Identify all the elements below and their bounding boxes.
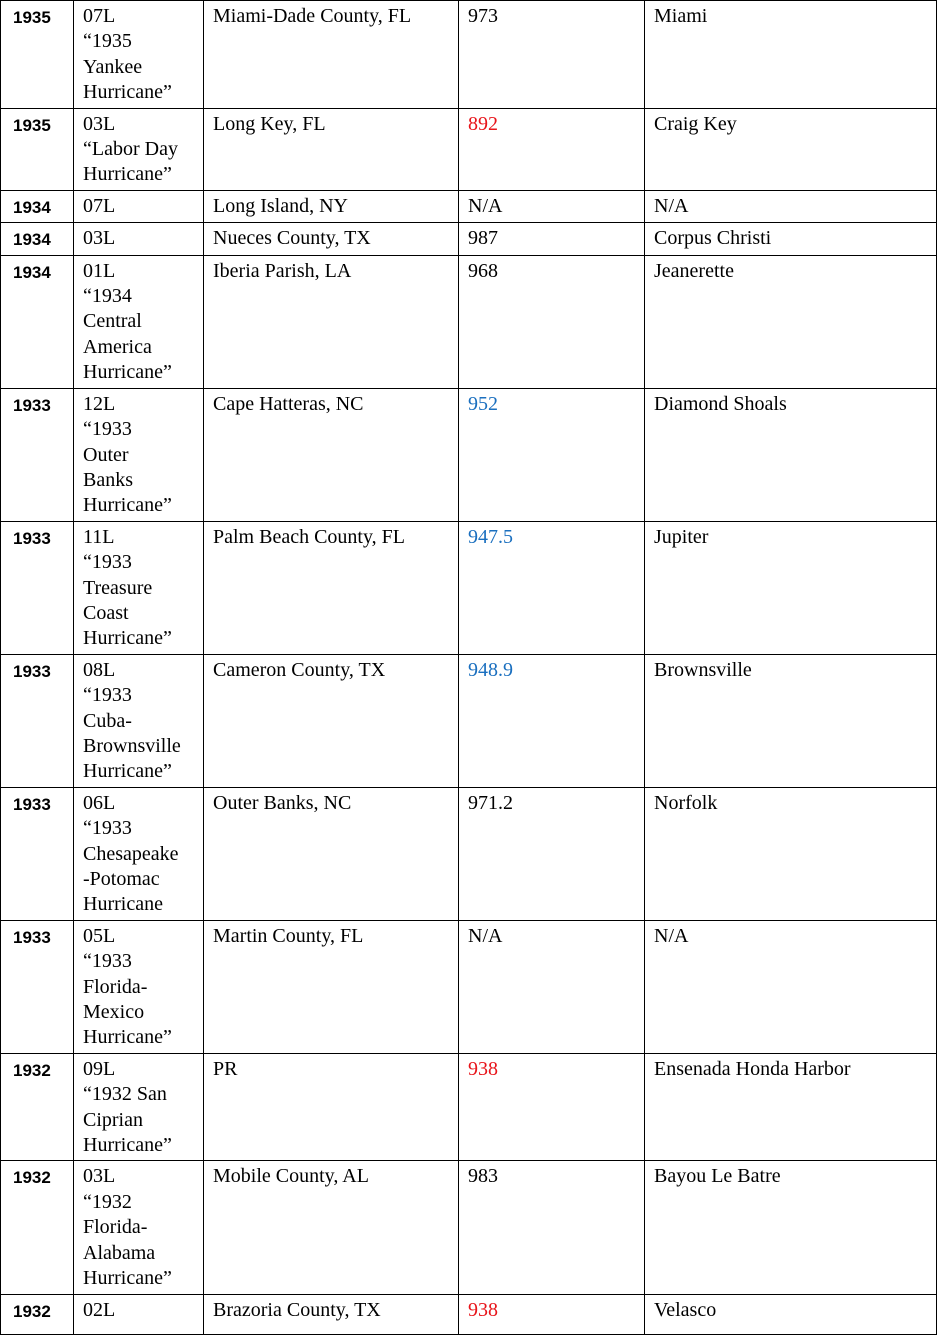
station-cell: Corpus Christi — [645, 223, 937, 255]
storm-line: Coast — [83, 601, 129, 624]
pressure-cell: 983 — [459, 1161, 645, 1294]
storm-line: 07L — [83, 5, 116, 27]
storm-line: Chesapeake — [83, 842, 179, 865]
station-cell: Jeanerette — [645, 255, 937, 388]
storm-line: Hurricane” — [83, 163, 172, 186]
storm-line: 01L — [83, 259, 116, 282]
station-cell: N/A — [645, 190, 937, 222]
storm-line: “1932 — [83, 1190, 132, 1213]
location-cell: Miami-Dade County, FL — [204, 1, 459, 109]
year-cell: 1933 — [1, 920, 74, 1053]
year-cell: 1933 — [1, 654, 74, 787]
table-row — [1, 521, 937, 654]
storm-line: 05L — [83, 924, 116, 947]
table-row — [1, 787, 937, 920]
pressure-cell: N/A — [459, 190, 645, 222]
location-cell: Nueces County, TX — [204, 223, 459, 255]
year-cell: 1933 — [1, 388, 74, 521]
table-row — [1, 255, 937, 388]
storm-line: America — [83, 335, 152, 358]
storm-line: 11L — [83, 525, 115, 548]
storm-line: Hurricane” — [83, 1267, 172, 1290]
storm-line: “1935 — [83, 30, 132, 53]
storm-cell — [74, 223, 204, 255]
storm-line: 07L — [83, 194, 116, 217]
storm-cell — [74, 190, 204, 222]
storm-line: Hurricane” — [83, 760, 172, 783]
year-cell: 1932 — [1, 1161, 74, 1294]
storm-line: Hurricane” — [83, 494, 172, 517]
storm-line: 06L — [83, 791, 116, 814]
storm-cell — [74, 1053, 204, 1161]
table-row — [1, 654, 937, 787]
storm-line: 08L — [83, 658, 116, 681]
table-body — [1, 1, 937, 1335]
pressure-cell: 938 — [459, 1053, 645, 1161]
pressure-cell: 947.5 — [459, 521, 645, 654]
year-cell: 1934 — [1, 255, 74, 388]
storm-line: 03L — [83, 227, 116, 250]
year-cell: 1933 — [1, 787, 74, 920]
pressure-cell: 987 — [459, 223, 645, 255]
storm-cell — [74, 654, 204, 787]
pressure-cell: 948.9 — [459, 654, 645, 787]
year-cell: 1935 — [1, 1, 74, 109]
storm-line: Central — [83, 310, 142, 333]
pressure-cell: 952 — [459, 388, 645, 521]
storm-line: Hurricane” — [83, 81, 172, 104]
storm-line: Yankee — [83, 55, 143, 78]
storm-line: “1934 — [83, 285, 132, 308]
location-cell: Martin County, FL — [204, 920, 459, 1053]
year-cell: 1934 — [1, 190, 74, 222]
station-cell: Miami — [645, 1, 937, 109]
pressure-cell: 968 — [459, 255, 645, 388]
table-row — [1, 108, 937, 190]
table-row — [1, 1053, 937, 1161]
storm-line: 03L — [83, 1165, 116, 1188]
storm-line: Mexico — [83, 1001, 145, 1024]
location-cell: Palm Beach County, FL — [204, 521, 459, 654]
pressure-cell: 938 — [459, 1294, 645, 1334]
storm-line: -Potomac — [83, 868, 160, 890]
storm-line: Florida- — [83, 1216, 148, 1239]
storm-line: “1933 — [83, 950, 132, 973]
station-cell: N/A — [645, 920, 937, 1053]
year-cell: 1934 — [1, 223, 74, 255]
storm-line: “1933 — [83, 551, 132, 574]
storm-cell — [74, 108, 204, 190]
storm-line: Outer — [83, 443, 129, 466]
location-cell: PR — [204, 1053, 459, 1161]
storm-line: Hurricane” — [83, 361, 172, 384]
pressure-cell: 892 — [459, 108, 645, 190]
table-row — [1, 388, 937, 521]
storm-line: Brownsville — [83, 734, 181, 757]
storm-line: Florida- — [83, 975, 148, 998]
year-cell: 1932 — [1, 1294, 74, 1334]
storm-line: Hurricane” — [83, 1026, 172, 1049]
location-cell: Iberia Parish, LA — [204, 255, 459, 388]
storm-cell — [74, 1, 204, 109]
storm-line: “Labor Day — [83, 138, 178, 161]
table-row — [1, 1161, 937, 1294]
table-row — [1, 190, 937, 222]
location-cell: Brazoria County, TX — [204, 1294, 459, 1334]
location-cell: Cape Hatteras, NC — [204, 388, 459, 521]
station-cell: Brownsville — [645, 654, 937, 787]
pressure-cell: 971.2 — [459, 787, 645, 920]
station-cell: Ensenada Honda Harbor — [645, 1053, 937, 1161]
year-cell: 1935 — [1, 108, 74, 190]
storm-line: “1933 — [83, 684, 132, 707]
storm-cell — [74, 787, 204, 920]
storm-line: Hurricane — [83, 893, 163, 916]
location-cell: Cameron County, TX — [204, 654, 459, 787]
storm-cell — [74, 920, 204, 1053]
storm-cell — [74, 1294, 204, 1334]
storm-line: 02L — [83, 1298, 116, 1321]
storm-line: Ciprian — [83, 1108, 143, 1131]
storm-cell — [74, 1161, 204, 1294]
storm-line: Cuba- — [83, 709, 132, 732]
location-cell: Mobile County, AL — [204, 1161, 459, 1294]
storm-line: Treasure — [83, 576, 153, 599]
pressure-cell: 973 — [459, 1, 645, 109]
station-cell: Velasco — [645, 1294, 937, 1334]
pressure-cell: N/A — [459, 920, 645, 1053]
storm-cell — [74, 521, 204, 654]
station-cell: Jupiter — [645, 521, 937, 654]
storm-cell — [74, 388, 204, 521]
storm-line: 09L — [83, 1057, 116, 1080]
storm-line: “1932 San — [83, 1083, 167, 1106]
station-cell: Diamond Shoals — [645, 388, 937, 521]
storm-line: 03L — [83, 112, 116, 135]
storm-line: 12L — [83, 392, 116, 415]
location-cell: Outer Banks, NC — [204, 787, 459, 920]
table-row — [1, 1294, 937, 1334]
station-cell: Craig Key — [645, 108, 937, 190]
year-cell: 1932 — [1, 1053, 74, 1161]
table-row — [1, 1, 937, 109]
station-cell: Bayou Le Batre — [645, 1161, 937, 1294]
storm-line: Hurricane” — [83, 627, 172, 650]
storm-line: Alabama — [83, 1241, 156, 1264]
storm-line: “1933 — [83, 817, 132, 840]
location-cell: Long Island, NY — [204, 190, 459, 222]
storm-line: “1933 — [83, 418, 132, 441]
table-row — [1, 920, 937, 1053]
storm-cell — [74, 255, 204, 388]
table-row — [1, 223, 937, 255]
station-cell: Norfolk — [645, 787, 937, 920]
year-cell: 1933 — [1, 521, 74, 654]
storm-line: Hurricane” — [83, 1134, 172, 1157]
location-cell: Long Key, FL — [204, 108, 459, 190]
storm-line: Banks — [83, 468, 133, 491]
